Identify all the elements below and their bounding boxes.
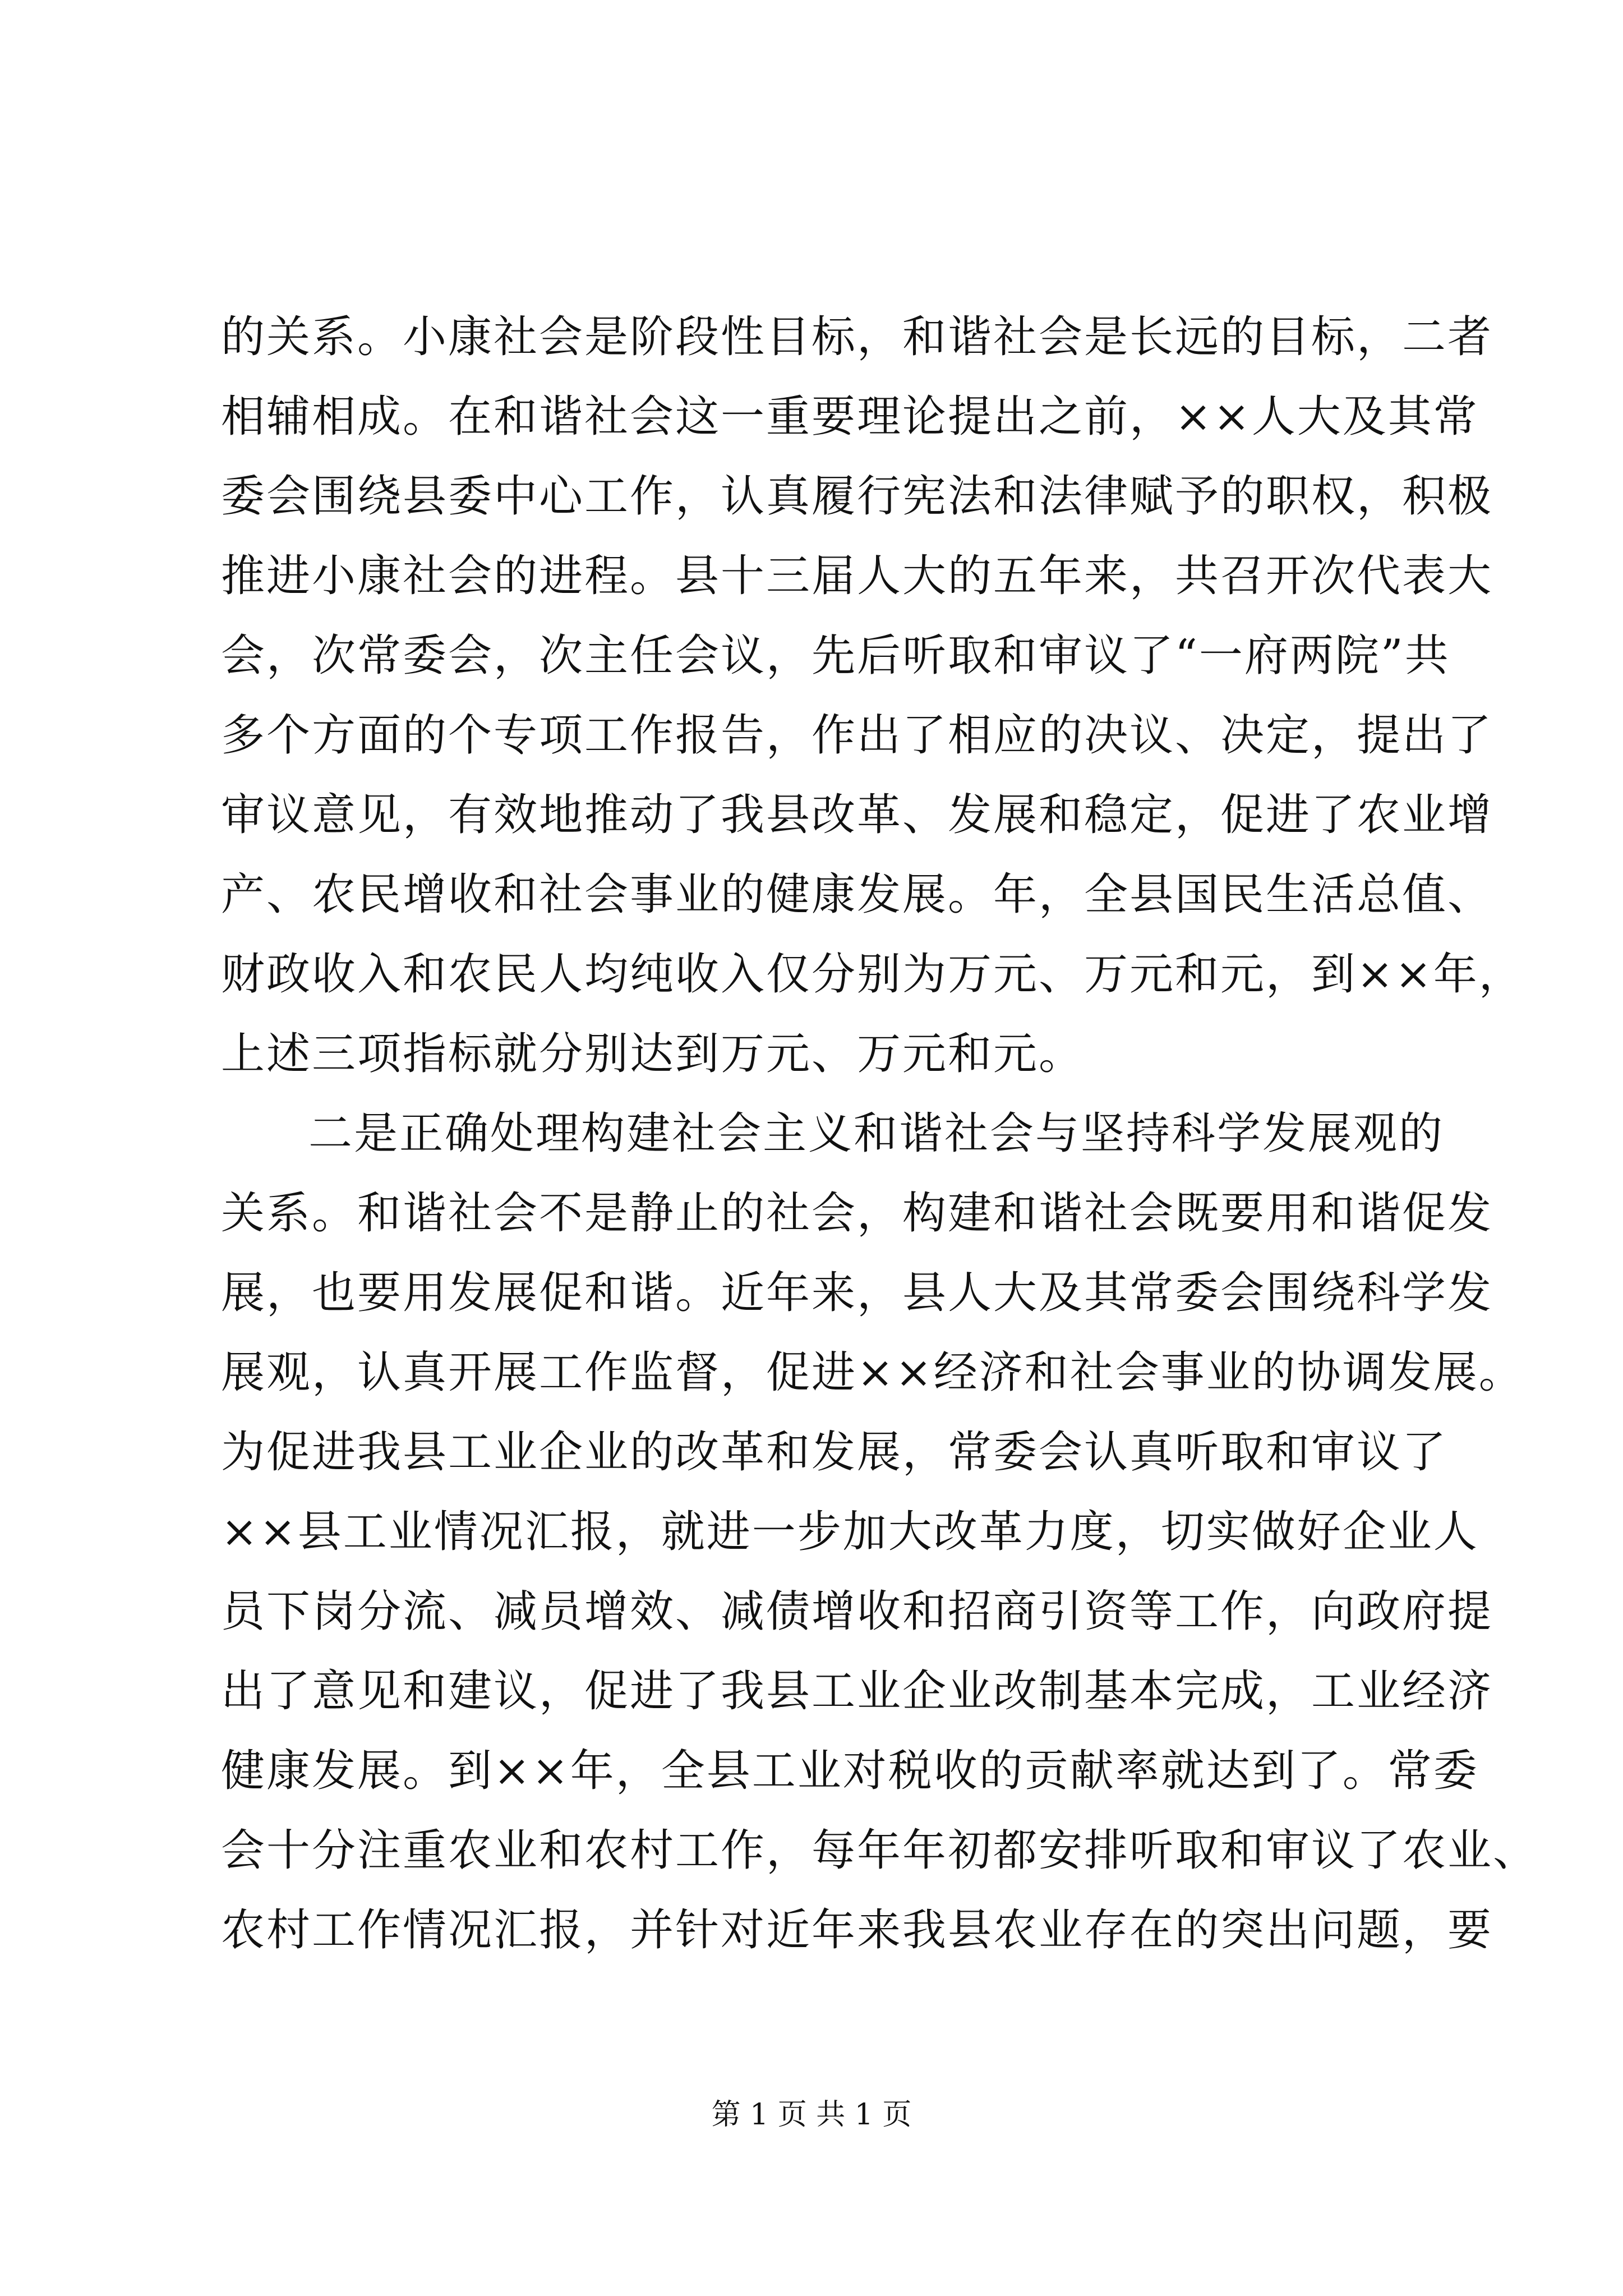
text-line: 审议意见，有效地推动了我县改革、发展和稳定，促进了农业增 <box>221 790 1493 840</box>
text-line: 会，次常委会，次主任会议，先后听取和审议了“一府两院”共 <box>221 631 1450 681</box>
text-line: 为促进我县工业企业的改革和发展，常委会认真听取和审议了 <box>221 1427 1448 1478</box>
text-line: 员下岗分流、减员增效、减债增收和招商引资等工作，向政府提 <box>221 1586 1493 1637</box>
text-line: 出了意见和建议，促进了我县工业企业改制基本完成，工业经济 <box>221 1666 1493 1717</box>
paragraph-first-line: 二是正确处理构建社会主义和谐社会与坚持科学发展观的 <box>308 1108 1445 1159</box>
text-line: ××县工业情况汇报，就进一步加大改革力度，切实做好企业人 <box>221 1507 1479 1557</box>
text-line: 展观，认真开展工作监督，促进××经济和社会事业的协调发展。 <box>221 1347 1524 1398</box>
text-line: 关系。和谐社会不是静止的社会，构建和谐社会既要用和谐促发 <box>221 1188 1493 1239</box>
text-line: 财政收入和农民人均纯收入仅分别为万元、万元和元，到××年， <box>221 949 1524 1000</box>
text-line: 相辅相成。在和谐社会这一重要理论提出之前，××人大及其常 <box>221 392 1479 442</box>
text-line: 委会围绕县委中心工作，认真履行宪法和法律赋予的职权，积极 <box>221 471 1493 522</box>
text-line: 农村工作情况汇报，并针对近年来我县农业存在的突出问题，要 <box>221 1905 1493 1955</box>
document-body <box>221 297 1539 1970</box>
text-line: 会十分注重农业和农村工作，每年年初都安排听取和审议了农业、 <box>221 1825 1539 1876</box>
text-line: 多个方面的个专项工作报告，作出了相应的决议、决定，提出了 <box>221 710 1493 761</box>
text-line: 的关系。小康社会是阶段性目标，和谐社会是长远的目标，二者 <box>221 312 1493 362</box>
text-line: 上述三项指标就分别达到万元、万元和元。 <box>221 1029 1085 1079</box>
text-line: 健康发展。到××年，全县工业对税收的贡献率就达到了。常委 <box>221 1746 1479 1796</box>
page-footer: 第 1 页 共 1 页 <box>711 2098 912 2132</box>
text-line: 展，也要用发展促和谐。近年来，县人大及其常委会围绕科学发 <box>221 1268 1493 1318</box>
text-line: 产、农民增收和社会事业的健康发展。年，全县国民生活总值、 <box>221 869 1493 920</box>
text-line: 推进小康社会的进程。县十三届人大的五年来，共召开次代表大 <box>221 551 1493 601</box>
